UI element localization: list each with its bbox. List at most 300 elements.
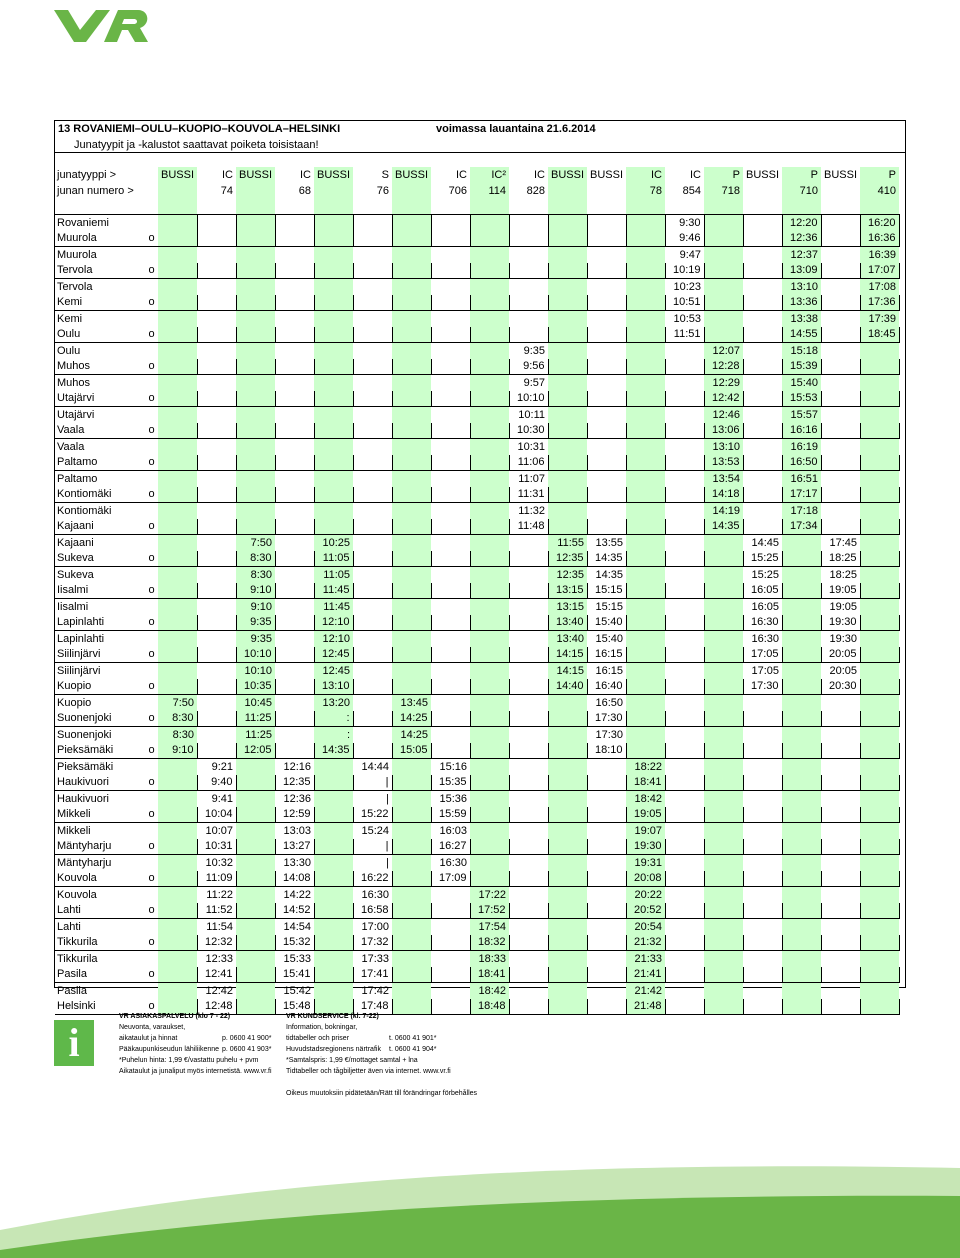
- time-cell: [782, 791, 821, 807]
- time-cell: [704, 631, 743, 647]
- time-cell: [626, 455, 665, 471]
- time-cell: 10:07: [205, 824, 233, 837]
- arrival-mark: o: [145, 519, 158, 535]
- arrival-mark: [145, 599, 158, 615]
- time-cell: [509, 599, 548, 615]
- time-cell: [158, 615, 197, 631]
- time-cell: [314, 887, 353, 903]
- time-cell: [431, 695, 470, 711]
- spacer-cell: [509, 199, 548, 215]
- timetable-row: [55, 231, 899, 247]
- timetable-row: [55, 327, 899, 343]
- time-cell: [860, 439, 899, 455]
- time-cell: [860, 775, 899, 791]
- time-cell: [743, 359, 782, 375]
- time-cell: [509, 327, 548, 343]
- time-cell: [587, 967, 626, 983]
- time-cell: 16:40: [587, 679, 626, 695]
- time-cell: [275, 375, 314, 391]
- time-cell: 15:25: [751, 568, 779, 581]
- time-cell: [431, 263, 470, 279]
- time-cell: 16:58: [353, 903, 392, 919]
- time-cell: [782, 967, 821, 983]
- time-cell: [548, 423, 587, 439]
- time-cell: [431, 391, 470, 407]
- time-cell: 10:31: [197, 839, 236, 855]
- time-cell: [626, 727, 665, 743]
- time-cell: [314, 215, 353, 231]
- time-cell: [860, 743, 899, 759]
- time-cell: [275, 535, 314, 551]
- time-cell: [665, 631, 704, 647]
- time-cell: 12:20: [782, 215, 821, 231]
- time-cell: [392, 247, 431, 263]
- station-name: Kuopio: [57, 696, 92, 709]
- train-type-row-cell: P: [860, 167, 899, 183]
- time-cell: [821, 903, 860, 919]
- time-cell: [665, 519, 704, 535]
- time-cell: [860, 551, 899, 567]
- time-cell: [236, 439, 275, 455]
- time-cell: 15:40: [595, 632, 623, 645]
- time-cell: [665, 919, 704, 935]
- time-cell: [509, 247, 548, 263]
- time-cell: [821, 519, 860, 535]
- time-cell: [821, 839, 860, 855]
- time-cell: [626, 359, 665, 375]
- time-cell: [236, 503, 275, 519]
- time-cell: [782, 983, 821, 999]
- time-cell: [704, 695, 743, 711]
- time-cell: [470, 567, 509, 583]
- time-cell: [392, 935, 431, 951]
- time-cell: [353, 551, 392, 567]
- time-cell: [158, 967, 197, 983]
- time-cell: [431, 455, 470, 471]
- time-cell: [509, 967, 548, 983]
- time-cell: 14:52: [275, 903, 314, 919]
- time-cell: 21:41: [626, 967, 665, 983]
- train-type-row-cell: IC: [300, 169, 311, 181]
- spacer-cell: [314, 199, 353, 215]
- time-cell: [821, 487, 860, 503]
- time-cell: 12:35: [275, 775, 314, 791]
- time-cell: [353, 743, 392, 759]
- time-cell: [743, 855, 782, 871]
- time-cell: [548, 727, 587, 743]
- time-cell: 14:44: [361, 760, 389, 773]
- time-cell: [158, 903, 197, 919]
- time-cell: [470, 359, 509, 375]
- arrival-mark: [145, 759, 158, 775]
- arrival-mark: [145, 887, 158, 903]
- time-cell: 16:15: [595, 664, 623, 677]
- timetable-row: [55, 551, 899, 567]
- time-cell: [431, 567, 470, 583]
- time-cell: [548, 951, 587, 967]
- time-cell: [431, 423, 470, 439]
- time-cell: [860, 983, 899, 999]
- time-cell: [626, 231, 665, 247]
- time-cell: [275, 471, 314, 487]
- time-cell: 18:25: [829, 568, 857, 581]
- time-cell: [548, 967, 587, 983]
- time-cell: [353, 583, 392, 599]
- arrival-mark: [145, 407, 158, 423]
- time-cell: [704, 919, 743, 935]
- time-cell: [782, 935, 821, 951]
- time-cell: [431, 311, 470, 327]
- time-cell: [275, 631, 314, 647]
- time-cell: [743, 391, 782, 407]
- time-cell: [587, 759, 626, 775]
- time-cell: 13:40: [548, 615, 587, 631]
- time-cell: [782, 679, 821, 695]
- time-cell: 12:36: [782, 231, 821, 247]
- time-cell: [509, 231, 548, 247]
- time-cell: [197, 375, 236, 391]
- time-cell: 12:35: [548, 567, 587, 583]
- time-cell: [743, 967, 782, 983]
- time-cell: [587, 935, 626, 951]
- station-name: Mikkeli: [57, 824, 91, 837]
- time-cell: [665, 343, 704, 359]
- station-name: Paltamo: [55, 455, 145, 471]
- time-cell: [587, 455, 626, 471]
- time-cell: [236, 871, 275, 887]
- train-number-row-cell: 718: [704, 183, 743, 199]
- time-cell: [470, 631, 509, 647]
- time-cell: [821, 887, 860, 903]
- arrival-mark: [145, 951, 158, 967]
- time-cell: [860, 567, 899, 583]
- time-cell: [314, 311, 353, 327]
- time-cell: [665, 983, 704, 999]
- time-cell: [626, 439, 665, 455]
- time-cell: [704, 535, 743, 551]
- time-cell: [353, 215, 392, 231]
- time-cell: [509, 567, 548, 583]
- time-cell: [275, 743, 314, 759]
- time-cell: [314, 343, 353, 359]
- time-cell: [626, 487, 665, 503]
- time-cell: [197, 615, 236, 631]
- time-cell: 17:07: [860, 263, 899, 279]
- time-cell: [821, 775, 860, 791]
- arrival-mark: o: [145, 295, 158, 311]
- time-cell: [509, 791, 548, 807]
- time-cell: [197, 231, 236, 247]
- time-cell: [431, 503, 470, 519]
- time-cell: [353, 343, 392, 359]
- time-cell: [626, 631, 665, 647]
- spacer-cell: [197, 199, 236, 215]
- time-cell: [860, 951, 899, 967]
- time-cell: [314, 855, 353, 871]
- time-cell: [158, 631, 197, 647]
- time-cell: [704, 599, 743, 615]
- time-cell: [743, 743, 782, 759]
- time-cell: |: [386, 856, 389, 869]
- time-cell: [158, 647, 197, 663]
- time-cell: [314, 935, 353, 951]
- time-cell: 13:45: [392, 695, 431, 711]
- time-cell: :: [314, 727, 353, 743]
- time-cell: [821, 935, 860, 951]
- time-cell: [548, 295, 587, 311]
- time-cell: [743, 871, 782, 887]
- time-cell: 20:08: [626, 871, 665, 887]
- time-cell: [236, 263, 275, 279]
- time-cell: 12:16: [283, 760, 311, 773]
- time-cell: [431, 551, 470, 567]
- time-cell: [782, 919, 821, 935]
- time-cell: 10:45: [236, 695, 275, 711]
- time-cell: 16:15: [587, 647, 626, 663]
- time-cell: [353, 455, 392, 471]
- station-name: Pieksämäki: [55, 743, 145, 759]
- time-cell: 19:30: [626, 839, 665, 855]
- time-cell: [743, 807, 782, 823]
- arrival-mark: [145, 791, 158, 807]
- time-cell: [665, 791, 704, 807]
- time-cell: 17:18: [782, 503, 821, 519]
- timetable-row: [55, 983, 899, 999]
- time-cell: 13:10: [704, 439, 743, 455]
- time-cell: [821, 407, 860, 423]
- time-cell: [743, 695, 782, 711]
- station-name: Siilinjärvi: [57, 664, 101, 677]
- time-cell: [470, 743, 509, 759]
- info-letter: i: [68, 1020, 80, 1065]
- time-cell: [665, 903, 704, 919]
- time-cell: [587, 263, 626, 279]
- station-name: Helsinki: [55, 999, 145, 1015]
- time-cell: [353, 647, 392, 663]
- time-cell: [470, 295, 509, 311]
- train-type-row-cell: BUSSI: [314, 167, 353, 183]
- time-cell: [782, 871, 821, 887]
- validity-date: voimassa lauantaina 21.6.2014: [436, 123, 596, 135]
- time-cell: [704, 903, 743, 919]
- time-cell: 9:30: [665, 215, 704, 231]
- arrival-mark: o: [145, 455, 158, 471]
- time-cell: [548, 375, 587, 391]
- time-cell: 15:53: [782, 391, 821, 407]
- time-cell: [626, 423, 665, 439]
- time-cell: 15:32: [275, 935, 314, 951]
- train-number-row-cell: [743, 183, 782, 199]
- time-cell: 12:42: [704, 391, 743, 407]
- time-cell: 12:07: [704, 343, 743, 359]
- time-cell: [275, 711, 314, 727]
- time-cell: [821, 391, 860, 407]
- train-number-row-label: junan numero >: [57, 185, 134, 197]
- time-cell: [353, 567, 392, 583]
- train-type-row-label: junatyyppi >: [57, 169, 117, 181]
- time-cell: [431, 711, 470, 727]
- time-cell: [275, 551, 314, 567]
- time-cell: [821, 759, 860, 775]
- time-cell: 18:33: [470, 951, 509, 967]
- time-cell: [509, 727, 548, 743]
- time-cell: [314, 775, 353, 791]
- time-cell: [431, 215, 470, 231]
- time-cell: 17:30: [595, 728, 623, 741]
- time-cell: [392, 791, 431, 807]
- train-type-row-cell: BUSSI: [236, 167, 275, 183]
- time-cell: [860, 855, 899, 871]
- time-cell: [587, 375, 626, 391]
- time-cell: 15:15: [595, 600, 623, 613]
- time-cell: [275, 247, 314, 263]
- time-cell: [821, 807, 860, 823]
- timetable-row: [55, 279, 899, 295]
- time-cell: [548, 983, 587, 999]
- time-cell: [782, 711, 821, 727]
- time-cell: [743, 791, 782, 807]
- time-cell: [821, 215, 860, 231]
- time-cell: [821, 727, 860, 743]
- time-cell: [704, 791, 743, 807]
- time-cell: [821, 855, 860, 871]
- time-cell: [236, 823, 275, 839]
- time-cell: [782, 903, 821, 919]
- time-cell: [158, 663, 197, 679]
- sv-line3-value: t. 0600 41 904*: [389, 1046, 437, 1053]
- time-cell: [392, 615, 431, 631]
- arrival-mark: [145, 215, 158, 231]
- time-cell: 14:55: [782, 327, 821, 343]
- time-cell: [236, 519, 275, 535]
- time-cell: [392, 519, 431, 535]
- time-cell: [392, 679, 431, 695]
- time-cell: [353, 327, 392, 343]
- time-cell: [431, 247, 470, 263]
- time-cell: [158, 407, 197, 423]
- time-cell: [860, 615, 899, 631]
- station-name: Kemi: [55, 295, 145, 311]
- arrival-mark: o: [145, 967, 158, 983]
- time-cell: [158, 359, 197, 375]
- time-cell: [782, 615, 821, 631]
- fi-line3-label: Pääkaupunkiseudun lähiliikenne: [119, 1046, 220, 1053]
- time-cell: [236, 887, 275, 903]
- time-cell: [704, 551, 743, 567]
- time-cell: [743, 775, 782, 791]
- time-cell: [821, 359, 860, 375]
- time-cell: 19:05: [626, 807, 665, 823]
- time-cell: [314, 791, 353, 807]
- sv-line4: *Samtalspris: 1,99 €/mottaget samtal + lna: [286, 1057, 418, 1064]
- timetable-row: [55, 359, 899, 375]
- time-cell: 20:52: [626, 903, 665, 919]
- time-cell: [704, 855, 743, 871]
- time-cell: [860, 791, 899, 807]
- timetable-row: [55, 791, 899, 807]
- time-cell: [353, 487, 392, 503]
- time-cell: [236, 855, 275, 871]
- time-cell: [548, 519, 587, 535]
- time-cell: [392, 647, 431, 663]
- time-cell: [704, 295, 743, 311]
- sv-line2-value: t. 0600 41 901*: [389, 1035, 437, 1042]
- fi-title: VR ASIAKASPALVELU (klo 7 - 22): [119, 1013, 231, 1020]
- time-cell: 15:15: [587, 583, 626, 599]
- time-cell: [665, 935, 704, 951]
- time-cell: 10:23: [673, 280, 701, 293]
- fi-line2-label: aikataulut ja hinnat: [119, 1035, 178, 1042]
- time-cell: [626, 279, 665, 295]
- time-cell: [626, 407, 665, 423]
- time-cell: [587, 791, 626, 807]
- time-cell: [392, 439, 431, 455]
- arrival-mark: o: [145, 839, 158, 855]
- time-cell: 10:35: [236, 679, 275, 695]
- time-cell: [275, 359, 314, 375]
- time-cell: [158, 471, 197, 487]
- time-cell: 10:31: [517, 440, 545, 453]
- time-cell: [431, 631, 470, 647]
- time-cell: [548, 231, 587, 247]
- time-cell: [236, 279, 275, 295]
- time-cell: [860, 711, 899, 727]
- time-cell: [392, 919, 431, 935]
- time-cell: [197, 743, 236, 759]
- time-cell: [353, 279, 392, 295]
- time-cell: [353, 695, 392, 711]
- time-cell: 16:27: [431, 839, 470, 855]
- time-cell: [665, 487, 704, 503]
- time-cell: 13:53: [704, 455, 743, 471]
- time-cell: [665, 679, 704, 695]
- station-name: Lapinlahti: [55, 615, 145, 631]
- time-cell: [665, 711, 704, 727]
- time-cell: [821, 871, 860, 887]
- time-cell: [236, 311, 275, 327]
- time-cell: [392, 967, 431, 983]
- time-cell: [314, 439, 353, 455]
- timetable-row: [55, 663, 899, 679]
- timetable-row: [55, 519, 899, 535]
- station-name: Oulu: [57, 344, 81, 357]
- time-cell: 12:35: [548, 551, 587, 567]
- time-cell: [548, 487, 587, 503]
- time-cell: [158, 519, 197, 535]
- time-cell: [236, 919, 275, 935]
- time-cell: [782, 695, 821, 711]
- arrival-mark: o: [145, 775, 158, 791]
- time-cell: 14:35: [595, 568, 623, 581]
- time-cell: [665, 391, 704, 407]
- time-cell: [470, 775, 509, 791]
- time-cell: 11:07: [518, 472, 545, 485]
- time-cell: [197, 407, 236, 423]
- train-type-row-cell: BUSSI: [392, 167, 431, 183]
- time-cell: 17:33: [361, 952, 389, 965]
- time-cell: [743, 727, 782, 743]
- time-cell: [548, 903, 587, 919]
- time-cell: [665, 599, 704, 615]
- time-cell: [821, 423, 860, 439]
- time-cell: 15:40: [782, 375, 821, 391]
- time-cell: [470, 215, 509, 231]
- time-cell: 11:09: [197, 871, 236, 887]
- timetable-row: [55, 919, 899, 935]
- time-cell: 15:05: [392, 743, 431, 759]
- time-cell: [392, 263, 431, 279]
- time-cell: [353, 311, 392, 327]
